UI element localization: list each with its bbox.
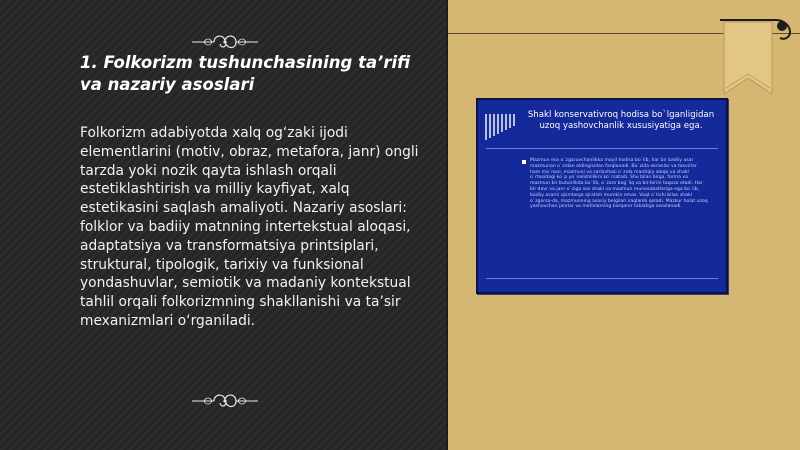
embedded-slide-title: Shakl konservativroq hodisa bo`lganligidan uzoq yashovchanlik xususiyatiga ega. (527, 110, 715, 131)
slide-body-text: Folkorizm adabiyotda xalq og‘zaki ijodi elementlarini (motiv, obraz, metafora, janr) ongli tarzda yoki nozik qayta ishlash orqali estetiklashtirish va milliy kayfiyat, xalq estetikasini saqlash amaliyoti. Nazariy asoslari: folklor va badiiy matnning intertekstual aloqasi, adaptatsiya va transformatsiya printsiplari, struktural, tipologik, tarixiy va funksional yondashuvlar, semiotik va madaniy kontekstual tahlil orqali folkorizmning shakllanishi va ta’sir mexanizmlari o‘rganiladi. (80, 125, 419, 329)
embedded-slide-rule (486, 148, 718, 149)
ribbon-corner-icon (718, 18, 792, 98)
ornament-top-icon (190, 31, 260, 53)
embedded-slide-body: Mazmun esa o`zgaruvchanlikka moyil hodisa bo`lib, har bir badiiy asar mazmunan o`zidan oldingisidan farqlanadi. Ba`zida ekranlar va tasvirlar ham ma`nosi, mazmuni va sarlavhasi o`zida mantiqiy aloqa va shakl o`rtasidagi ko`p yo`nalishlilikni ko`rsatadi. Shu bilan birga, forma va mazmun bir butunlikda bo`lib, o`zaro bog`liq va bir-birini taqozo etadi. Har bir davr va janr o`ziga xos shakl va mazmun munosabatlariga ega bo`lib, badiiy asarni qismlarga ajratish mumkin emas. Vaqt o`tishi bilan shakl o`zgarsa-da, mazmunning asosiy belgilari saqlanib qoladi. Mazkur holat uzoq yashovchan janrlar va motivlarning barqaror tabiatiga asoslanadi. (530, 158, 708, 210)
embedded-slide-rule-bottom (486, 278, 718, 279)
panel-divider (446, 0, 448, 450)
stripes-icon (484, 112, 518, 142)
embedded-bullet (522, 160, 526, 164)
embedded-slide-image (476, 98, 728, 294)
ornament-bottom-icon (190, 390, 260, 412)
slide-title: 1. Folkorizm tushunchasining ta’rifi va nazariy asoslari (80, 53, 411, 94)
